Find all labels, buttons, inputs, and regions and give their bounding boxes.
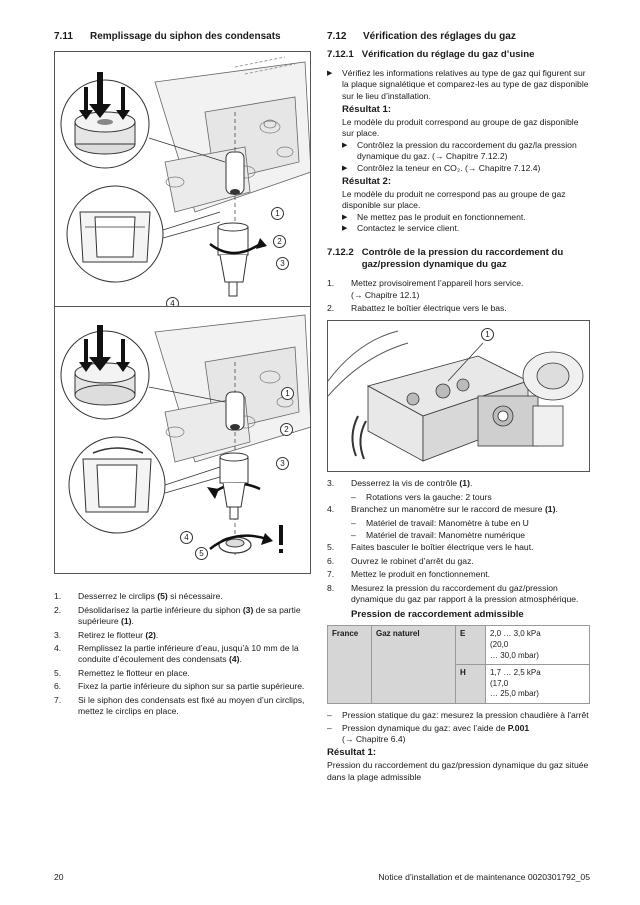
arrow-bullet-icon: ▶ [342,164,348,172]
result-2-heading: Résultat 2: [342,176,392,188]
callout-2: 2 [273,235,286,248]
pressure-table-heading: Pression de raccordement admissible [351,608,524,620]
list-item: – Pression dynamique du gaz: avec l’aide de P.001 (→ Chapitre 6.4) [327,722,530,744]
list-item: 3. Desserrez la vis de contrôle (1). [327,478,473,489]
list-item: ▶ Contrôlez la teneur en CO₂. (→ Chapitre 7.12.4) [342,162,541,173]
pressure-steps-b [327,478,590,489]
list-item: ▶ Ne mettez pas le produit en fonctionnement. [342,211,526,222]
section-7-12-heading: 7.12 Vérification des réglages du gaz [327,31,516,42]
list-item: 2. Rabattez le boîtier électrique vers le bas. [327,302,507,313]
page-footer [54,872,590,883]
table-row [328,626,590,665]
list-item: ▶ Contrôlez la pression du raccordement du gaz/la pression dynamique du gaz. (→ Chapitre 7.12.2) [342,139,577,162]
list-item: 2. Désolidarisez la partie inférieure du siphon (3) de sa partie supérieure (1). [54,604,301,627]
pressure-steps-b-3 [327,542,590,605]
country-cell: France [328,626,372,704]
callout-1: 1 [271,207,284,220]
gas-code-cell: E [456,626,486,665]
result-3-text: Pression du raccordement du gaz/pression dynamique du gaz située dans la plage admissible [327,760,589,782]
step-3-details [351,492,590,503]
pressure-notes [327,710,590,745]
list-item: – Matériel de travail: Manomètre numérique [351,530,526,541]
section-7-11-heading [54,30,311,43]
result-1-heading: Résultat 1: [342,104,392,116]
result-2-text: Le modèle du produit ne correspond pas au groupe de gaz disponible sur place. [342,188,566,211]
list-item: 5. Remettez le flotteur en place. [54,667,190,678]
callout-2: 2 [280,423,293,436]
siphon-steps-list [54,591,311,717]
list-item: 8. Mesurez la pression du raccordement du gaz/pression dynamique du gaz par rapport à la pression atmosphérique. [327,582,579,605]
section-7-12-1-heading: 7.12.1 Vérification du réglage du gaz d’usine [327,49,535,61]
result-3-heading: Résultat 1: [327,747,377,759]
callout-3: 3 [276,257,289,270]
arrow-bullet-icon: ▶ [342,141,348,149]
list-item: 6. Ouvrez le robinet d’arrêt du gaz. [327,555,474,566]
pressure-steps-a [327,278,590,314]
gas-valve-illustration [328,321,590,472]
document-reference: Notice d’installation et de maintenance 0020301792_05 [378,872,590,882]
section-title: Remplissage du siphon des condensats [90,31,281,42]
list-item: ▶ Contactez le service client. [342,223,460,234]
list-item: 7. Si le siphon des condensats est fixé au moyen d’un circlips, mettez le circlips en place. [54,694,305,717]
gas-code-cell: H [456,665,486,704]
section-7-12-2-heading: 7.12.2 Contrôle de la pression du raccordement du gaz/pression dynamique du gaz [327,246,564,271]
result-1-bullets [342,140,590,174]
list-item: 5. Faites basculer le boîtier électrique vers le haut. [327,542,534,553]
siphon-figure-top [54,51,311,307]
section-number: 7.11 [54,31,73,42]
page-number: 20 [54,872,64,882]
callout-1: 1 [281,387,294,400]
list-item: ▶ Vérifiez les informations relatives au type de gaz qui figurent sur la plaque signalétique et comparez-les au type de gaz disponible sur le lieu d’installation. [327,68,589,101]
callout-1: 1 [481,328,494,341]
list-item: 1. Mettez provisoirement l’appareil hors service. (→ Chapitre 12.1) [327,278,524,300]
pressure-steps-b-2 [327,504,590,515]
list-item: 7. Mettez le produit en fonctionnement. [327,569,491,580]
arrow-bullet-icon: ▶ [342,225,348,233]
list-item: 4. Remplissez la partie inférieure d’eau, jusqu’à 10 mm de la conduite d’écoulement des condensats (4). [54,642,299,665]
pressure-cell: 1,7 … 2,5 kPa (17,0 … 25,0 mbar) [486,665,590,704]
right-column [327,30,590,783]
list-item: 6. Fixez la partie inférieure du siphon sur sa partie supérieure. [54,681,305,692]
result-1-text: Le modèle du produit correspond au groupe de gaz disponible sur place. [342,117,579,139]
step-4-details [351,518,590,542]
siphon-figure-bottom [54,306,311,574]
result-2-bullets [342,212,590,235]
list-item: – Matériel de travail: Manomètre à tube en U [351,517,529,528]
list-item: 1. Desserrez le circlips (5) si nécessaire. [54,591,223,602]
list-item: – Pression statique du gaz: mesurez la pression chaudière à l'arrêt [327,710,589,721]
list-item: – Rotations vers la gauche: 2 tours [351,491,492,502]
gas-check-bullet [327,68,590,102]
gas-cell: Gaz naturel [372,626,456,704]
list-item: 3. Retirez le flotteur (2). [54,629,159,640]
gas-valve-figure [327,320,590,472]
arrow-bullet-icon: ▶ [327,70,333,78]
callout-4: 4 [180,531,193,544]
arrow-bullet-icon: ▶ [342,213,348,221]
siphon-illustration-1 [55,52,311,307]
callout-5: 5 [195,547,208,560]
left-column [54,30,311,720]
list-item: 4. Branchez un manomètre sur le raccord de mesure (1). [327,504,558,515]
callout-3: 3 [276,457,289,470]
callout-4: 4 [166,297,179,307]
pressure-table [327,625,590,704]
pressure-cell: 2,0 … 3,0 kPa (20,0 … 30,0 mbar) [486,626,590,665]
